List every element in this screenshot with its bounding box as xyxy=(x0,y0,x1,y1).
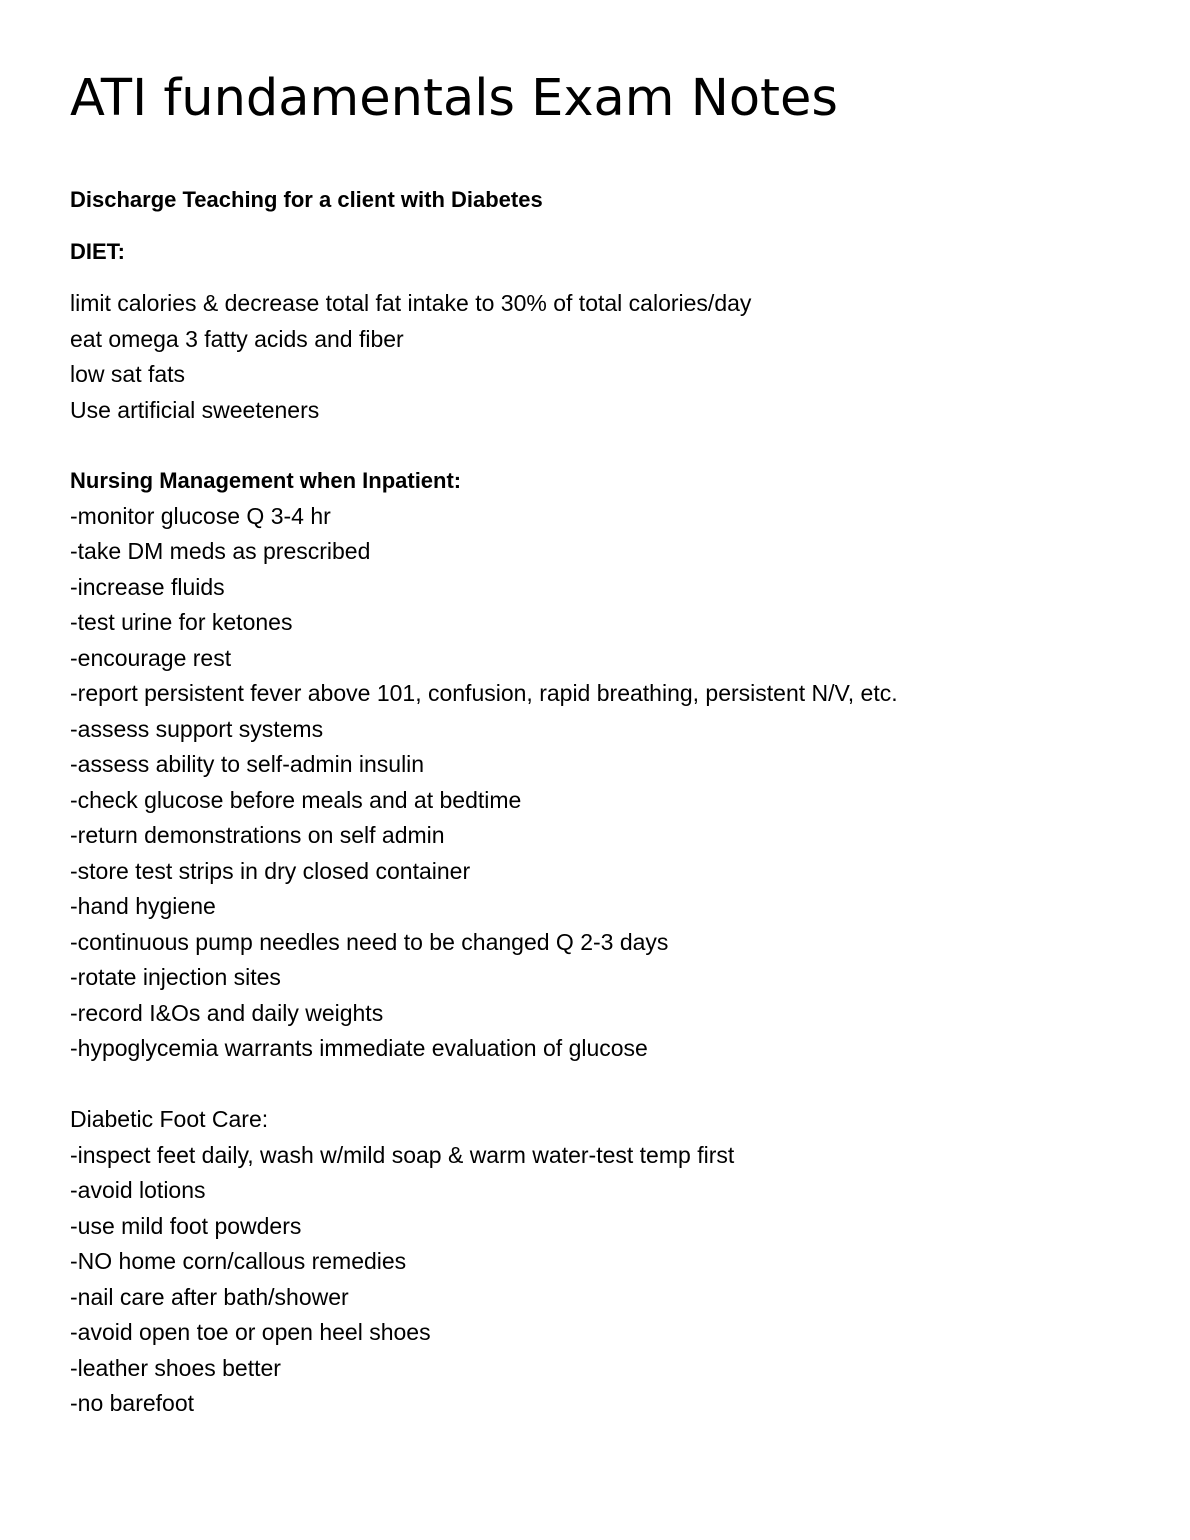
nursing-item: -return demonstrations on self admin xyxy=(70,822,445,848)
diet-item: eat omega 3 fatty acids and fiber xyxy=(70,325,404,352)
nursing-item: -assess ability to self-admin insulin xyxy=(70,751,425,777)
nursing-item: -monitor glucose Q 3-4 hr xyxy=(70,502,331,529)
foot-care-item: -leather shoes better xyxy=(70,1354,281,1381)
nursing-item: -hand hygiene xyxy=(70,893,216,919)
diet-item: limit calories & decrease total fat intake to 30% of total calories/day xyxy=(70,290,752,316)
nursing-item: -assess support systems xyxy=(70,715,324,742)
nursing-item: -store test strips in dry closed container xyxy=(70,857,471,884)
nursing-management-list xyxy=(70,463,898,1067)
nursing-item: -report persistent fever above 101, confusion, rapid breathing, persistent N/V, etc. xyxy=(70,680,898,706)
nursing-item: -check glucose before meals and at bedtime xyxy=(70,786,522,813)
diet-item: low sat fats xyxy=(70,361,186,387)
nursing-item: -hypoglycemia warrants immediate evaluation of glucose xyxy=(70,1035,648,1061)
foot-care-list xyxy=(70,1102,734,1422)
nursing-item: -continuous pump needles need to be changed Q 2-3 days xyxy=(70,928,669,955)
diet-heading: DIET: xyxy=(70,239,125,264)
nursing-item: -record I&Os and daily weights xyxy=(70,999,384,1026)
foot-care-item: -inspect feet daily, wash w/mild soap & warm water-test temp first xyxy=(70,1141,735,1168)
nursing-item: -increase fluids xyxy=(70,573,225,600)
diet-list xyxy=(70,286,751,428)
diet-item: Use artificial sweeteners xyxy=(70,396,320,423)
foot-care-item: -avoid open toe or open heel shoes xyxy=(70,1319,431,1345)
nursing-item: -take DM meds as prescribed xyxy=(70,538,371,564)
nursing-item: -encourage rest xyxy=(70,644,232,671)
discharge-teaching-heading: Discharge Teaching for a client with Diabetes xyxy=(70,187,543,212)
nursing-item: -rotate injection sites xyxy=(70,964,281,990)
foot-care-heading: Diabetic Foot Care: xyxy=(70,1106,269,1132)
foot-care-item: -use mild foot powders xyxy=(70,1212,302,1239)
foot-care-item: -NO home corn/callous remedies xyxy=(70,1248,407,1274)
foot-care-item: -avoid lotions xyxy=(70,1177,206,1203)
foot-care-item: -nail care after bath/shower xyxy=(70,1283,349,1310)
foot-care-item: -no barefoot xyxy=(70,1390,195,1416)
nursing-item: -test urine for ketones xyxy=(70,609,293,635)
document-title: ATI fundamentals Exam Notes xyxy=(70,69,838,128)
nursing-management-heading: Nursing Management when Inpatient: xyxy=(70,468,462,493)
